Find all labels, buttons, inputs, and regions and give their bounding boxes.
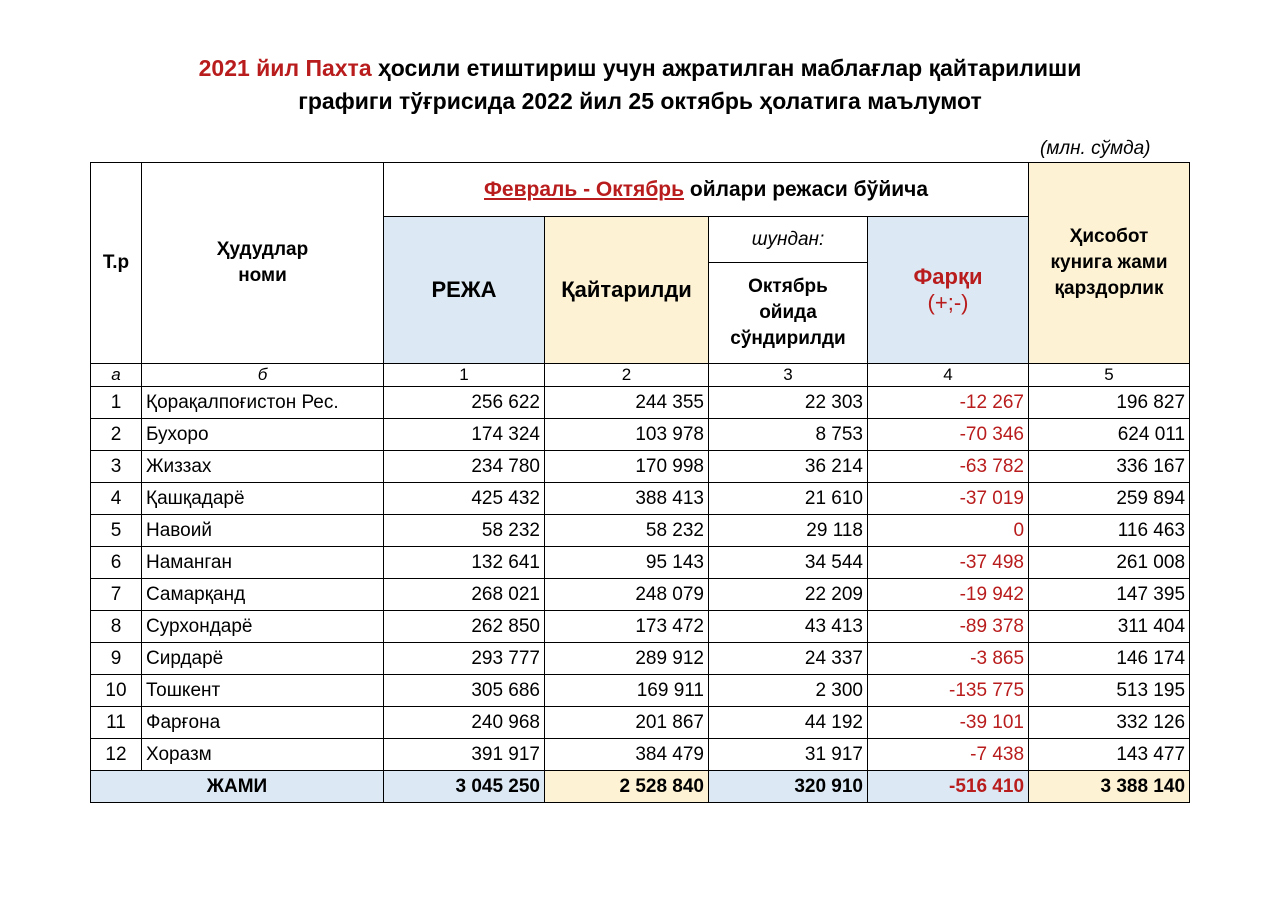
row-october: 44 192 xyxy=(709,707,868,739)
unit-note: (млн. сўмда) xyxy=(1040,138,1151,159)
index-cell: 4 xyxy=(868,364,1029,387)
title-line-1-rest: ҳосили етиштириш учун ажратилган маблағлар қайтарилиши xyxy=(371,55,1082,81)
row-region: Тошкент xyxy=(142,675,384,707)
row-region: Сурхондарё xyxy=(142,611,384,643)
row-diff: 0 xyxy=(868,515,1029,547)
table-row xyxy=(91,419,1190,451)
table-row xyxy=(91,515,1190,547)
table-row xyxy=(91,675,1190,707)
row-debt: 196 827 xyxy=(1029,387,1190,419)
row-region: Навоий xyxy=(142,515,384,547)
table-row xyxy=(91,611,1190,643)
row-october: 43 413 xyxy=(709,611,868,643)
row-returned: 103 978 xyxy=(545,419,709,451)
row-returned: 173 472 xyxy=(545,611,709,643)
row-number: 12 xyxy=(91,739,142,771)
row-region: Бухоро xyxy=(142,419,384,451)
table-row xyxy=(91,547,1190,579)
row-plan: 58 232 xyxy=(384,515,545,547)
header-debt: Ҳисобот кунига жами қарздорлик xyxy=(1029,163,1190,364)
row-returned: 169 911 xyxy=(545,675,709,707)
row-number: 9 xyxy=(91,643,142,675)
total-october: 320 910 xyxy=(709,771,868,803)
row-debt: 146 174 xyxy=(1029,643,1190,675)
header-of-which: шундан: xyxy=(709,217,868,263)
row-returned: 384 479 xyxy=(545,739,709,771)
table-row xyxy=(91,643,1190,675)
row-number: 2 xyxy=(91,419,142,451)
row-returned: 201 867 xyxy=(545,707,709,739)
row-number: 5 xyxy=(91,515,142,547)
row-diff: -7 438 xyxy=(868,739,1029,771)
row-debt: 311 404 xyxy=(1029,611,1190,643)
row-returned: 248 079 xyxy=(545,579,709,611)
total-plan: 3 045 250 xyxy=(384,771,545,803)
row-diff: -39 101 xyxy=(868,707,1029,739)
row-diff: -19 942 xyxy=(868,579,1029,611)
index-cell: б xyxy=(142,364,384,387)
table-row xyxy=(91,387,1190,419)
row-debt: 116 463 xyxy=(1029,515,1190,547)
header-region: Ҳудудлар номи xyxy=(142,163,384,364)
row-plan: 132 641 xyxy=(384,547,545,579)
row-number: 7 xyxy=(91,579,142,611)
row-october: 21 610 xyxy=(709,483,868,515)
table-row xyxy=(91,739,1190,771)
row-october: 29 118 xyxy=(709,515,868,547)
row-plan: 234 780 xyxy=(384,451,545,483)
total-row xyxy=(91,771,1190,803)
row-october: 31 917 xyxy=(709,739,868,771)
row-region: Хоразм xyxy=(142,739,384,771)
row-october: 2 300 xyxy=(709,675,868,707)
index-cell: 5 xyxy=(1029,364,1190,387)
row-plan: 268 021 xyxy=(384,579,545,611)
total-debt: 3 388 140 xyxy=(1029,771,1190,803)
row-plan: 256 622 xyxy=(384,387,545,419)
index-cell: 2 xyxy=(545,364,709,387)
row-october: 36 214 xyxy=(709,451,868,483)
row-region: Қорақалпоғистон Рес. xyxy=(142,387,384,419)
row-number: 10 xyxy=(91,675,142,707)
row-number: 4 xyxy=(91,483,142,515)
row-debt: 143 477 xyxy=(1029,739,1190,771)
row-region: Жиззах xyxy=(142,451,384,483)
header-october: Октябрь ойида сўндирилди xyxy=(709,263,868,364)
row-debt: 513 195 xyxy=(1029,675,1190,707)
table-row xyxy=(91,579,1190,611)
row-region: Самарқанд xyxy=(142,579,384,611)
row-diff: -63 782 xyxy=(868,451,1029,483)
index-row xyxy=(91,364,1190,387)
row-october: 22 209 xyxy=(709,579,868,611)
row-returned: 95 143 xyxy=(545,547,709,579)
row-plan: 391 917 xyxy=(384,739,545,771)
row-diff: -12 267 xyxy=(868,387,1029,419)
row-debt: 336 167 xyxy=(1029,451,1190,483)
row-region: Фарғона xyxy=(142,707,384,739)
index-cell: 3 xyxy=(709,364,868,387)
row-returned: 388 413 xyxy=(545,483,709,515)
header-period-rest: ойлари режаси бўйича xyxy=(684,177,929,201)
row-plan: 425 432 xyxy=(384,483,545,515)
row-plan: 262 850 xyxy=(384,611,545,643)
row-diff: -3 865 xyxy=(868,643,1029,675)
row-plan: 305 686 xyxy=(384,675,545,707)
row-debt: 261 008 xyxy=(1029,547,1190,579)
index-cell: 1 xyxy=(384,364,545,387)
row-debt: 624 011 xyxy=(1029,419,1190,451)
row-number: 11 xyxy=(91,707,142,739)
total-returned: 2 528 840 xyxy=(545,771,709,803)
row-plan: 240 968 xyxy=(384,707,545,739)
row-plan: 293 777 xyxy=(384,643,545,675)
row-october: 34 544 xyxy=(709,547,868,579)
row-region: Қашқадарё xyxy=(142,483,384,515)
header-returned: Қайтарилди xyxy=(545,217,709,364)
header-tr: Т.р xyxy=(91,163,142,364)
row-october: 24 337 xyxy=(709,643,868,675)
row-number: 8 xyxy=(91,611,142,643)
index-cell: а xyxy=(91,364,142,387)
total-label: ЖАМИ xyxy=(91,771,384,803)
table-row xyxy=(91,707,1190,739)
row-returned: 289 912 xyxy=(545,643,709,675)
row-plan: 174 324 xyxy=(384,419,545,451)
header-period xyxy=(384,163,1029,217)
row-number: 6 xyxy=(91,547,142,579)
total-diff: -516 410 xyxy=(868,771,1029,803)
title-highlight: 2021 йил Пахта xyxy=(198,55,372,81)
header-period-highlight: Февраль - Октябрь xyxy=(484,177,685,201)
row-diff: -37 498 xyxy=(868,547,1029,579)
row-diff: -37 019 xyxy=(868,483,1029,515)
row-debt: 332 126 xyxy=(1029,707,1190,739)
title-line-2: графиги тўғрисида 2022 йил 25 октябрь ҳолатига маълумот xyxy=(298,88,982,114)
row-number: 3 xyxy=(91,451,142,483)
row-diff: -89 378 xyxy=(868,611,1029,643)
table-row xyxy=(91,451,1190,483)
row-returned: 58 232 xyxy=(545,515,709,547)
row-returned: 244 355 xyxy=(545,387,709,419)
header-plan: РЕЖА xyxy=(384,217,545,364)
title-line-1 xyxy=(0,52,1280,85)
row-october: 8 753 xyxy=(709,419,868,451)
row-october: 22 303 xyxy=(709,387,868,419)
row-diff: -135 775 xyxy=(868,675,1029,707)
repayment-table xyxy=(90,162,1190,803)
header-diff: Фарқи (+;-) xyxy=(868,217,1029,364)
row-debt: 259 894 xyxy=(1029,483,1190,515)
row-number: 1 xyxy=(91,387,142,419)
document-title xyxy=(0,52,1280,118)
row-debt: 147 395 xyxy=(1029,579,1190,611)
table-row xyxy=(91,483,1190,515)
row-diff: -70 346 xyxy=(868,419,1029,451)
row-returned: 170 998 xyxy=(545,451,709,483)
row-region: Сирдарё xyxy=(142,643,384,675)
row-region: Наманган xyxy=(142,547,384,579)
